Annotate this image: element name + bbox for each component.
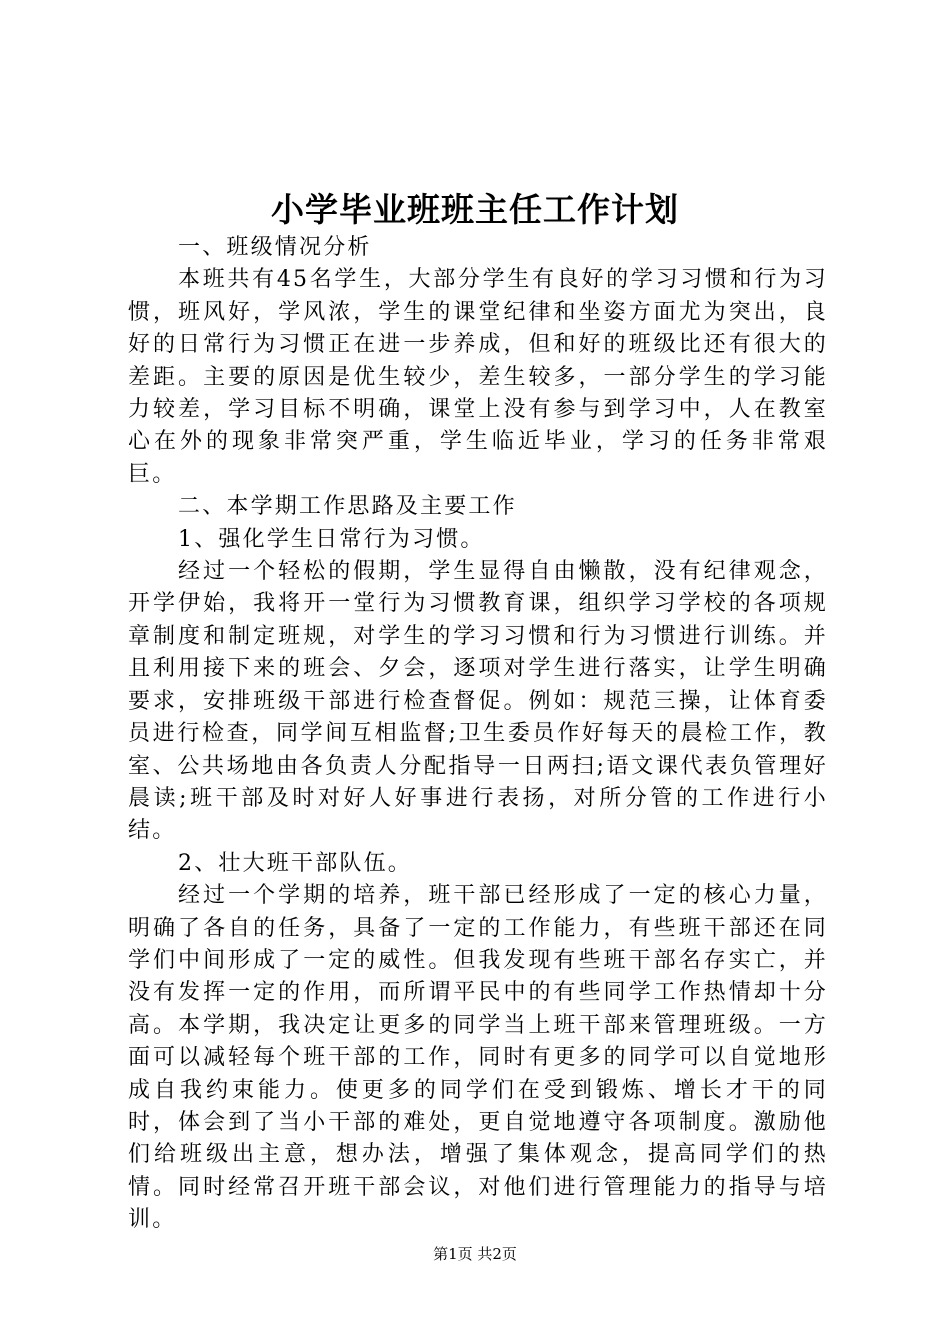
document-body	[128, 232, 828, 1237]
page-footer: 第1页 共2页	[433, 1245, 517, 1263]
section-heading: 一、班级情况分析	[178, 235, 372, 260]
body-paragraph: 经过一个轻松的假期，学生显得自由懒散，没有纪律观念，开学伊始，我将开一堂行为习惯教育课，组织学习学校的各项规章制度和制定班规，对学生的学习习惯和行为习惯进行训练。并且利用接下来的班会、夕会，逐项对学生进行落实，让学生明确要求，安排班级干部进行检查督促。例如：规范三操，让体育委员进行检查，同学间互相监督;卫生委员作好每天的晨检工作，教室、公共场地由各负责人分配指导一日两扫;语文课代表负管理好晨读;班干部及时对好人好事进行表扬，对所分管的工作进行小结。	[128, 559, 828, 844]
document-title: 小学毕业班班主任工作计划	[271, 190, 679, 229]
subsection-heading: 1、强化学生日常行为习惯。	[178, 526, 485, 552]
subsection-heading: 2、壮大班干部队伍。	[178, 850, 412, 876]
body-paragraph: 本班共有45名学生，大部分学生有良好的学习习惯和行为习惯，班风好，学风浓，学生的课堂纪律和坐姿方面尤为突出，良好的日常行为习惯正在进一步养成，但和好的班级比还有很大的差距。主要的原因是优生较少，差生较多，一部分学生的学习能力较差，学习目标不明确，课堂上没有参与到学习中，人在教室心在外的现象非常突严重，学生临近毕业，学习的任务非常艰巨。	[128, 267, 828, 487]
body-paragraph: 经过一个学期的培养，班干部已经形成了一定的核心力量，明确了各自的任务，具备了一定的工作能力，有些班干部还在同学们中间形成了一定的威性。但我发现有些班干部名存实亡，并没有发挥一定的作用，而所谓平民中的有些同学工作热情却十分高。本学期，我决定让更多的同学当上班干部来管理班级。一方面可以减轻每个班干部的工作，同时有更多的同学可以自觉地形成自我约束能力。使更多的同学们在受到锻炼、增长才干的同时，体会到了当小干部的难处，更自觉地遵守各项制度。激励他们给班级出主意，想办法，增强了集体观念，提高同学们的热情。同时经常召开班干部会议，对他们进行管理能力的指导与培训。	[128, 883, 828, 1233]
section-heading: 二、本学期工作思路及主要工作	[178, 494, 517, 520]
